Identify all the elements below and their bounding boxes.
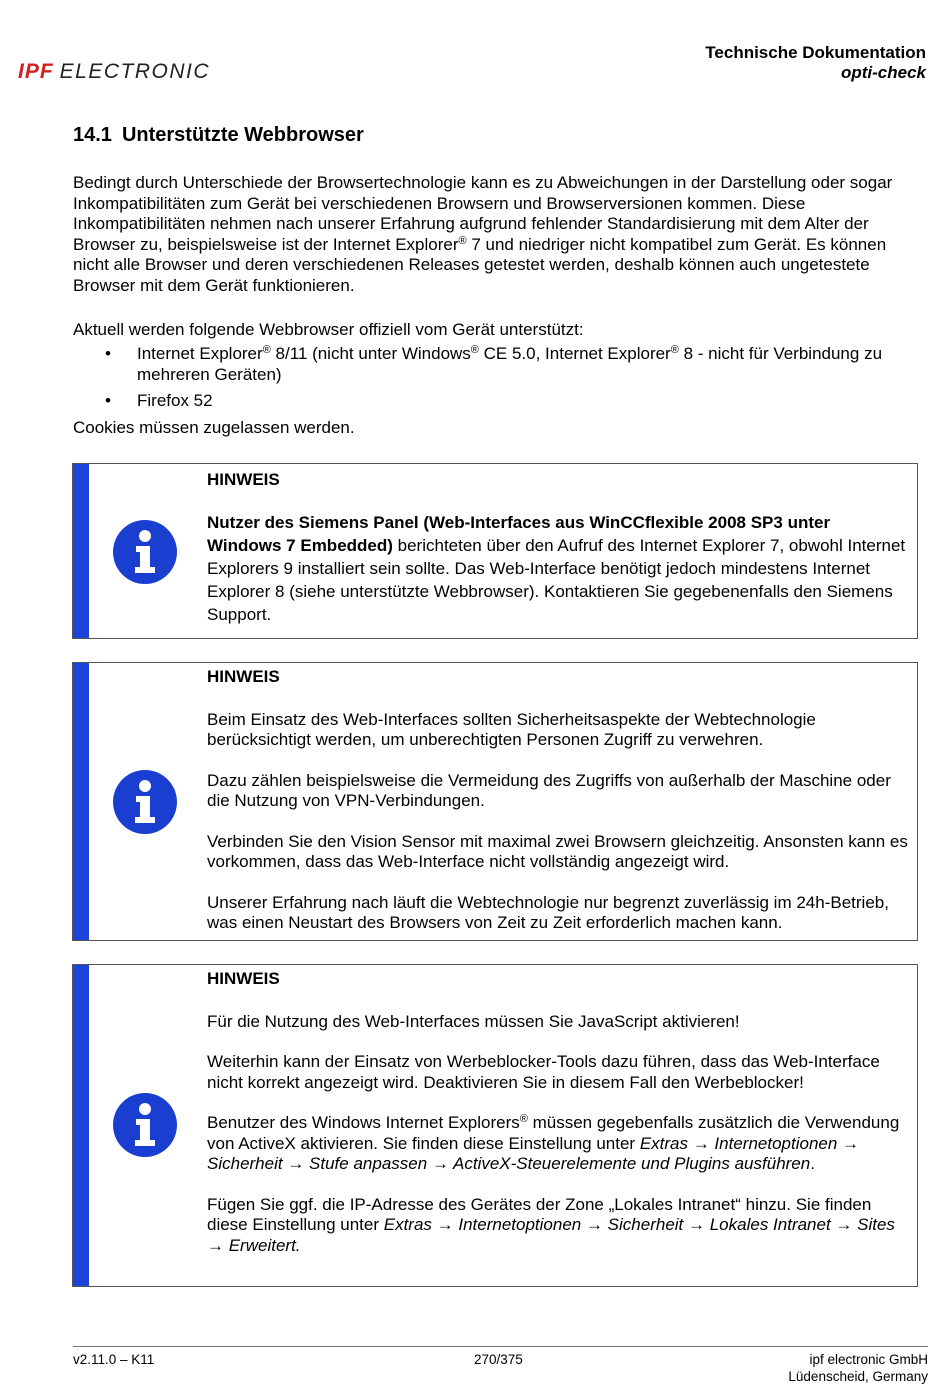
document-header xyxy=(705,43,926,83)
list-item: • Internet Explorer® 8/11 (nicht unter Windows® CE 5.0, Internet Explorer® 8 - nicht für Verbindung zu mehreren Geräten) xyxy=(105,344,883,384)
supported-browsers-intro: Aktuell werden folgende Webbrowser offiziell vom Gerät unterstützt: xyxy=(73,320,584,339)
footer-version: v2.11.0 – K11 xyxy=(73,1352,155,1367)
hinweis-box-3 xyxy=(72,964,918,1287)
intro-text-a: Bedingt durch Unterschiede der Browsertechnologie kann es zu Abweichungen in der Darstellung oder sogar Inkompatibilitäten zum Gerät bei verschiedenen Browsern und Browserversionen kommen. Diese Inkompatibilitäten nehmen nach unserer Erfahrung aufgrund fehlender Standardisierung mit dem Alter der Browser zu, beispielsweise ist der Internet Explorer xyxy=(73,173,893,254)
note-paragraph: Beim Einsatz des Web-Interfaces sollten Sicherheitsaspekte der Webtechnologie berücksichtigt werden, um unberechtigten Personen Zugriff zu verwehren. xyxy=(207,709,816,749)
list-item: • Firefox 52 xyxy=(105,391,213,410)
logo-text: ELECTRONIC xyxy=(59,60,211,83)
bullet-icon: • xyxy=(105,391,111,410)
footer-company xyxy=(788,1351,928,1385)
company-location: Lüdenscheid, Germany xyxy=(788,1369,928,1384)
note-content xyxy=(207,667,909,954)
note-paragraph: Benutzer des Windows Internet Explorers® müssen gegebenfalls zusätzlich die Verwendung von ActiveX aktivieren. Sie finden diese Einstellung unter Extras → Internetoptionen → Sicherheit → Stufe anpassen → ActiveX-Steuerelemente und Plugins ausführen. xyxy=(207,1113,900,1173)
logo-brand: IPF xyxy=(18,60,54,83)
cookies-note: Cookies müssen zugelassen werden. xyxy=(73,418,355,437)
section-title: Unterstützte Webbrowser xyxy=(121,124,364,146)
note-paragraph: Für die Nutzung des Web-Interfaces müssen Sie JavaScript aktivieren! xyxy=(207,1011,740,1031)
note-title: HINWEIS xyxy=(207,969,280,988)
section-heading xyxy=(73,124,364,147)
accent-bar xyxy=(73,464,89,638)
hinweis-box-2 xyxy=(72,662,918,941)
intro-paragraph xyxy=(73,173,925,296)
info-icon xyxy=(112,519,178,585)
bullet-icon: • xyxy=(105,344,111,363)
info-icon xyxy=(112,1092,178,1158)
intro-text-b: 7 und niedriger nicht kompatibel zum Gerät. Es können nicht alle Browser und deren verschiedenen Releases getestet werden, deshalb können auch ungetestete Browser mit dem Gerät funktionieren. xyxy=(73,234,887,295)
menu-path: Extras → Internetoptionen → Sicherheit → Lokales Intranet → Sites → Erweitert. xyxy=(207,1215,895,1255)
note-content xyxy=(207,468,909,626)
note-paragraph: Dazu zählen beispielsweise die Vermeidung des Zugriffs von außerhalb der Maschine oder die Nutzung von VPN-Verbindungen. xyxy=(207,770,891,810)
registered-mark: ® xyxy=(458,234,467,247)
note-text: Nutzer des Siemens Panel (Web-Interfaces aus WinCCflexible 2008 SP3 unter Windows 7 Embedded) berichteten über den Aufruf des Internet Explorer 7, obwohl Internet Explorers 9 installiert sein sollte. Das Web-Interface benötigt jedoch mindestens Internet Explorer 8 (siehe unterstützte Webbrowser). Kontaktieren Sie gegebenenfalls den Siemens Support. xyxy=(207,513,906,624)
note-content xyxy=(207,969,909,1276)
note-paragraph: Verbinden Sie den Vision Sensor mit maximal zwei Browsern gleichzeitig. Ansonsten kann es vorkommen, dass das Web-Interface nicht vollständig angezeigt wird. xyxy=(207,831,908,871)
note-paragraph: Unserer Erfahrung nach läuft die Webtechnologie nur begrenzt zuverlässig im 24h-Betrieb, was einen Neustart des Browsers von Zeit zu Zeit erforderlich machen kann. xyxy=(207,892,889,932)
accent-bar xyxy=(73,663,89,940)
footer-page-number: 270/375 xyxy=(474,1352,523,1367)
note-paragraph: Weiterhin kann der Einsatz von Werbeblocker-Tools dazu führen, dass das Web-Interface nicht korrekt angezeigt wird. Deaktivieren Sie in diesem Fall den Werbeblocker! xyxy=(207,1052,880,1092)
company-name: ipf electronic GmbH xyxy=(809,1352,928,1367)
note-title: HINWEIS xyxy=(207,470,280,489)
hinweis-box-1 xyxy=(72,463,918,639)
note-title: HINWEIS xyxy=(207,667,280,686)
note-paragraph: Fügen Sie ggf. die IP-Adresse des Gerätes der Zone „Lokales Intranet“ hinzu. Sie finden diese Einstellung unter Extras → Internetoptionen → Sicherheit → Lokales Intranet → Sites → Erweitert. xyxy=(207,1194,895,1255)
menu-path: Extras → Internetoptionen → Sicherheit → Stufe anpassen → ActiveX-Steuerelemente und Plugins ausführen xyxy=(207,1133,860,1173)
info-icon xyxy=(112,769,178,835)
section-number: 14.1 xyxy=(73,124,112,146)
accent-bar xyxy=(73,965,89,1286)
doc-subtitle: opti-check xyxy=(840,63,926,82)
company-logo xyxy=(18,60,210,84)
footer-divider xyxy=(73,1346,928,1347)
browser-list xyxy=(73,343,925,416)
doc-title: Technische Dokumentation xyxy=(705,43,926,62)
